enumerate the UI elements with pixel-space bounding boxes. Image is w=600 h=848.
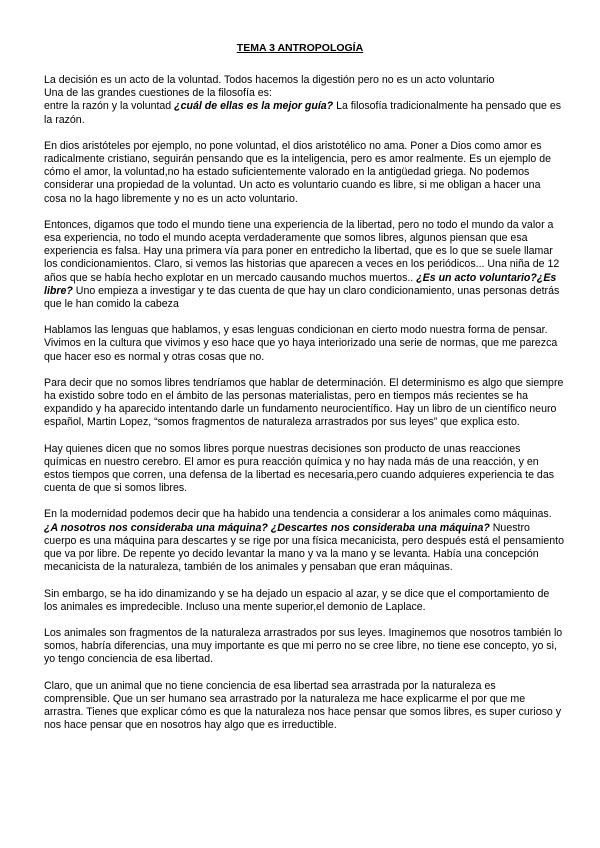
paragraph-7-pre: En la modernidad podemos decir que ha habido una tendencia a considerar a los animales como máquinas. (44, 508, 552, 521)
paragraph-3 (44, 219, 564, 311)
paragraph-10: Claro, que un animal que no tiene conciencia de esa libertad sea arrastrada por la naturaleza es comprensible. Que un ser humano sea arrastrado por la naturaleza me hace explicarme el por que me arrastra. Tienes que explicar cómo es que la naturaleza nos hace pensar que somos libres, es super curioso y nos hace pensar que en nosotros hay algo que es irreductible. (44, 679, 562, 732)
paragraph-7-emphasis: ¿A nosotros nos consideraba una máquina? ¿Descartes nos consideraba una máquina? (44, 521, 490, 534)
paragraph-3-emphasis: ¿Es un acto voluntario?¿Es libre? (44, 271, 557, 297)
paragraph-1-emphasis: ¿cuál de ellas es la mejor guía? (174, 100, 334, 113)
paragraph-1 (44, 74, 564, 127)
paragraph-3-pre: Entonces, digamos que todo el mundo tiene una experiencia de la libertad, pero no todo el mundo da valor a esa experiencia, no todo el mundo acepta verdaderamente que somos libres, algunos piensan que esa experiencia es falsa. Hay una primera vía para poner en entredicho la libertad, que es lo que se suele llamar los condicionamientos. Claro, si vemos las historias que aparecen a veces en los periódicos... Una niña de 12 años que se había hecho explotar en un mercado causando muchos muertos.. (44, 218, 560, 284)
paragraph-8: Sin embargo, se ha ido dinamizando y se ha dejado un espacio al azar, y se dice que el comportamiento de los animales es impredecible. Incluso una mente superior,el demonio de Laplace. (44, 587, 550, 613)
paragraph-7 (44, 508, 564, 574)
document-title: TEMA 3 ANTROPOLOGÍA (236, 42, 364, 54)
paragraph-9: Los animales son fragmentos de la naturaleza arrastrados por sus leyes. Imaginemos que nosotros también lo somos, habría diferencias, una muy importante es que mi perro no se cree libre, no tiene ese concepto, yo si, yo tengo conciencia de esa libertad. (44, 626, 563, 666)
paragraph-1-line-3-post: La filosofía tradicionalmente ha pensado que es la razón. (44, 100, 562, 126)
paragraph-3-post: Uno empieza a investigar y te das cuenta de que hay un claro condicionamiento, unas personas detrás que le han comido la cabeza (44, 284, 560, 311)
paragraph-4: Hablamos las lenguas que hablamos, y esas lenguas condicionan en cierto modo nuestra forma de pensar. Vivimos en la cultura que vivimos y eso hace que yo haya interiorizado una serie de normas, que me parezca que hacer eso es normal y otras cosas que no. (44, 324, 558, 363)
paragraph-7-post: Nuestro cuerpo es una máquina para descartes y se rige por una física mecanicista, pero después está el pensamiento que va por libre. De repente yo decido levantar la mano y va la mano y se levanta. Había una concepción mecanicista de la naturaleza, también de los animales y pensaban que eran máquinas. (44, 521, 564, 574)
paragraph-1-line-2: Una de las grandes cuestiones de la filosofía es: (44, 87, 272, 100)
paragraph-2: En dios aristóteles por ejemplo, no pone voluntad, el dios aristotélico no ama. Poner a Dios como amor es radicalmente cristiano, seguirán pensando que es la inteligencia, pero es amor realmente. Es un ejemplo de cómo el amor, la voluntad,no ha estado suficientemente valorado en la antigüedad griega. No podemos considerar una propiedad de la voluntad. Un acto es voluntario cuando es libre, si me obligan a hacer una cosa no la hago libremente y no es un acto voluntario. (44, 139, 552, 205)
paragraph-1-line-1: La decisión es un acto de la voluntad. Todos hacemos la digestión pero no es un acto voluntario (44, 74, 495, 86)
paragraph-5: Para decir que no somos libres tendríamos que hablar de determinación. El determinismo es algo que siempre ha existido sobre todo en el ámbito de las personas materialistas, pero en tiempos más recientes se ha expandido y ha aparecido intentando darle un fundamento neurocientífico. Hay un libro de un científico neuro español, Martin Lopez, “somos fragmentos de naturaleza arrastrados por sus leyes” que explica esto. (44, 376, 564, 429)
document-body (44, 74, 564, 745)
paragraph-1-line-3-pre: entre la razón y la voluntad (44, 100, 175, 113)
paragraph-6: Hay quienes dicen que no somos libres porque nuestras decisiones son producto de unas reacciones químicas en nuestro cerebro. El amor es pura reacción química y no hay nada más de una reacción, y en estos tiempos que corren, una defensa de la libertad es necesaria,pero cuando adquieres experiencia te das cuenta de que si somos libres. (44, 442, 555, 495)
